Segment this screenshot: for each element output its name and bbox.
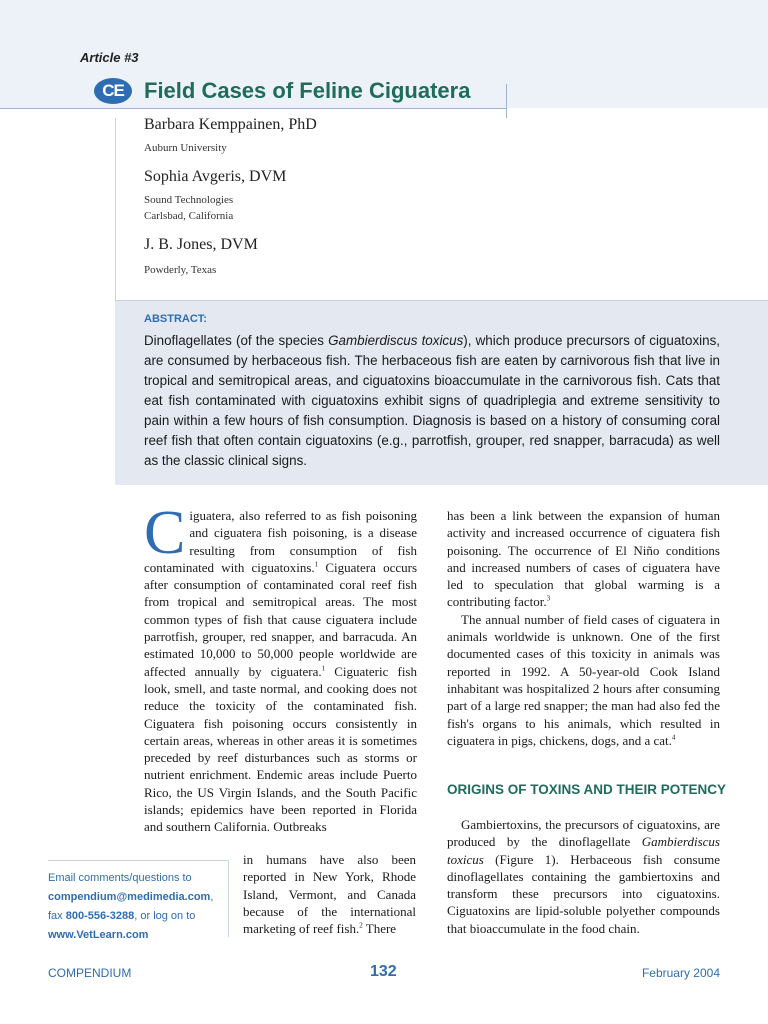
- abstract-text: Dinoflagellates (of the species Gambierdiscus toxicus), which produce precursors of ciguatoxins, are consumed by herbaceous fish. The herbaceous fish are eaten by carnivorous fish that live in tropical and semitropical areas, and ciguatoxins bioaccumulate in the carnivorous fish. Cats that eat fish contaminated with ciguatoxins exhibit signs of quadriplegia and extreme sensitivity to pain within a few hours of fish consumption. Diagnosis is based on a history of consuming coral reef fish that often contain ciguatoxins (e.g., parrotfish, grouper, red snapper, barracuda) as well as the classic clinical signs.: [144, 333, 720, 468]
- section-heading: ORIGINS OF TOXINS AND THEIR POTENCY: [447, 782, 727, 797]
- author-name: J. B. Jones, DVM: [144, 236, 258, 253]
- journal-name: COMPENDIUM: [48, 966, 132, 980]
- header-divider: [0, 108, 507, 109]
- body-column-1-continued: in humans have also been reported in New York, Rhode Island, Vermont, and Canada because of the international marketing of reef fish.$^2$ There: [243, 852, 416, 937]
- body-column-1: Ciguatera, also referred to as fish poisoning and ciguatera fish poisoning, is a disease resulting from consumption of fish contaminated with ciguatoxins.$^1$ Ciguatera occurs after consumption of contaminated coral reef fish from tropical and semitropical areas. The most common types of fish that cause ciguatera include parrotfish, grouper, red snapper, and barracuda. An estimated 10,000 to 50,000 people worldwide are affected annually by ciguatera.$^1$ Ciguateric fish look, smell, and taste normal, and cooking does not reduce the toxicity of the contaminated fish. Ciguatera fish poisoning occurs consistently in certain areas, whereas in other areas it is sometimes preceded by reef disturbances such as storms or nutrient enrichment. Endemic areas include Puerto Rico, the US Virgin Islands, and the South Pacific islands; epidemics have been reported in Florida and southern California. Outbreaks: [144, 499, 418, 835]
- abstract-label: ABSTRACT:: [144, 313, 207, 325]
- author-affiliation: Carlsbad, California: [144, 210, 234, 222]
- species-name: Gambierdiscus toxicus: [328, 333, 464, 348]
- authors-rule: [115, 118, 116, 300]
- drop-cap: C: [144, 499, 186, 567]
- body-column-2: has been a link between the expansion of human activity and increased occurrence of ciguatera fish poisoning. The occurrence of El Niño conditions and increased numbers of cases of ciguatera have led to speculation that global warming is a contributing factor.$^3$ The annual number of field cases of ciguatera in animals worldwide is unknown. One of the first documented cases of this toxicity in animals was reported in 1992. A 50-year-old Cook Island inhabitant was hospitalized 2 hours after consuming part of a large red snapper; the man had also fed the fish's organs to his animals, which resulted in ciguatera in pigs, chickens, dogs, and a cat.$^4$: [447, 508, 720, 748]
- author-affiliation: Powderly, Texas: [144, 264, 217, 276]
- article-title: Field Cases of Feline Ciguatera: [144, 78, 471, 103]
- article-label: Article #3: [80, 50, 139, 65]
- contact-info: Email comments/questions to compendium@medimedia.com, fax 800-556-3288, or log on to www.VetLearn.com: [48, 872, 214, 941]
- fax-number: 800-556-3288: [65, 910, 135, 922]
- email-link[interactable]: compendium@medimedia.com: [48, 891, 211, 903]
- page-number: 132: [370, 963, 397, 980]
- author-name: Barbara Kemppainen, PhD: [144, 116, 317, 133]
- issue-date: February 2004: [641, 966, 720, 980]
- body-column-2-section: Gambiertoxins, the precursors of ciguatoxins, are produced by the dinoflagellate Gambierdiscus toxicus (Figure 1). Herbaceous fish consume dinoflagellates containing the gambiertoxins and transform these precursors into ciguatoxins. Ciguatoxins are lipid-soluble polyether compounds that bioaccumulate in the food chain.: [447, 817, 720, 936]
- author-affiliation: Sound Technologies: [144, 194, 234, 206]
- website-link[interactable]: www.VetLearn.com: [48, 929, 149, 941]
- header-vertical-rule: [506, 84, 507, 118]
- author-affiliation: Auburn University: [144, 142, 227, 154]
- ce-badge-icon: CE: [94, 78, 132, 104]
- author-name: Sophia Avgeris, DVM: [144, 168, 287, 185]
